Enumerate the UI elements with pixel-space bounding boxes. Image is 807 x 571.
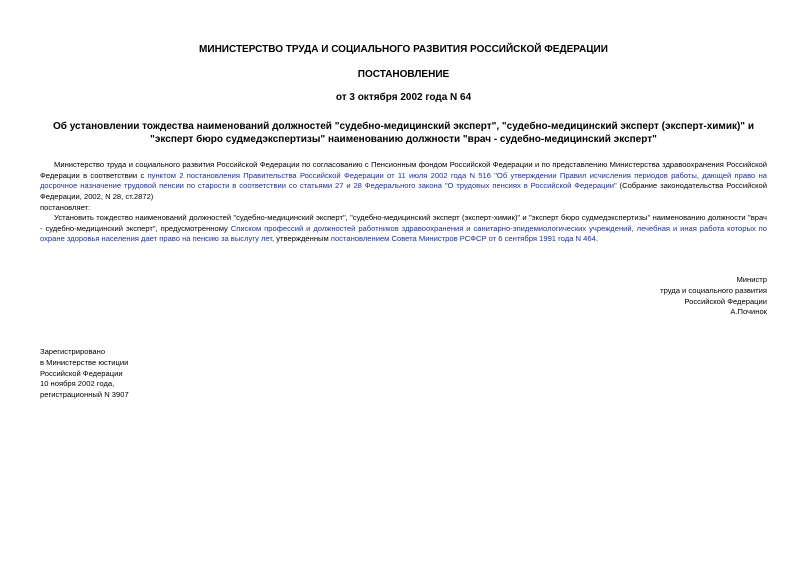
document-title: Об установлении тождества наименований должностей "судебно-медицинский эксперт", "судебно-медицинский эксперт (эксперт-химик)" и "эксперт бюро судмедэкспертизы" наименованию должности "врач - судебно-медицинский эксперт" [53, 121, 754, 145]
registration-line-2: в Министерстве юстиции [40, 357, 129, 367]
signature-block [607, 275, 767, 318]
document-date: от 3 октября 2002 года N 64 [335, 92, 472, 103]
government-decree-link[interactable]: пунктом 2 постановления Правительства Российской Федерации от 11 июля 2002 года N 516 "Об утверждении Правил исчисления периодов работы, дающей право на досрочное назначение трудовой пенсии по старости в соответствии со статьями 27 и 28 Федерального закона "О трудовых пенсиях в Российской Федерации" [40, 170, 768, 191]
ministry-heading: МИНИСТЕРСТВО ТРУДА И СОЦИАЛЬНОГО РАЗВИТИЯ РОССИЙСКОЙ ФЕДЕРАЦИИ [199, 44, 608, 55]
signature-country: Российской Федерации [684, 296, 767, 306]
decision-text-2: , утвержденным [272, 234, 331, 244]
document-type-heading: ПОСТАНОВЛЕНИЕ [357, 69, 450, 80]
registration-block [40, 347, 240, 401]
decision-text-3: . [595, 234, 598, 244]
registration-number: регистрационный N 3907 [40, 390, 129, 400]
signature-ministry: труда и социального развития [660, 285, 767, 295]
preamble-paragraph [40, 160, 767, 203]
registration-line-1: Зарегистрировано [40, 347, 106, 356]
resolves-paragraph: постановляет: [40, 203, 91, 212]
preamble-text-1: Министерство труда и социального развития Российской Федерации по согласованию с Пенсионным фондом Российской Федерации и по представлению Министерства здравоохранения Российской Федерации в соответствии с [40, 160, 767, 180]
preamble-text-2: (Собрание законодательства Российской Федерации, 2002, N 28, ст.2872) [40, 181, 767, 202]
decision-text-1: Установить тождество наименований должностей "судебно-медицинский эксперт", "судебно-медицинский эксперт (эксперт-химик)" и "эксперт бюро судмедэкспертизы" наименованию должности "врач - судебно-медицинский эксперт", предусмотренному [40, 213, 767, 233]
decision-paragraph [40, 213, 767, 245]
signature-title: Министр [736, 275, 767, 284]
registration-date: 10 ноября 2002 года, [40, 379, 115, 389]
registration-line-3: Российской Федерации [40, 368, 123, 378]
signature-name: А.Починок [730, 307, 767, 317]
professions-list-link[interactable]: Списком профессий и должностей работников здравоохранения и санитарно-эпидемиологических учреждений, лечебная и иная работа которых по охране здоровья населения дает право на пенсию за выслугу лет [40, 223, 767, 244]
council-decree-link[interactable]: постановлением Совета Министров РСФСР от 6 сентября 1991 года N 464 [330, 234, 596, 244]
